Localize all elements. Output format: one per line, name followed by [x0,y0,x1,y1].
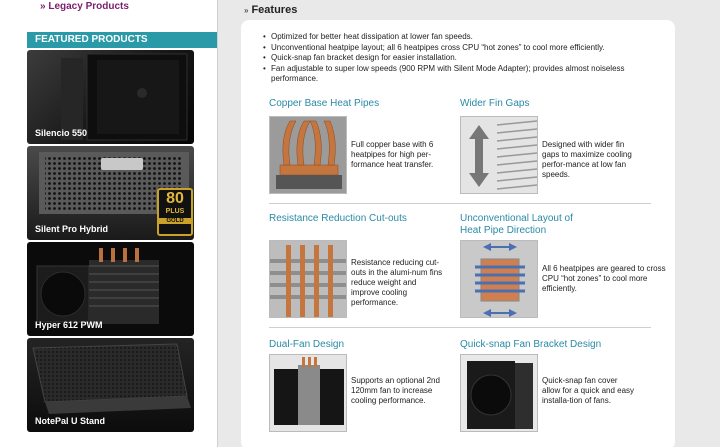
product-card-hyper-612-pwm[interactable] [27,242,194,336]
feature-desc-heat-pipe-layout: All 6 heatpipes are geared to cross CPU “hot zones” to cool more efficiently. [542,264,666,293]
bullet-item: • Optimized for better heat dissipation at lower fan speeds. [263,32,671,43]
feature-title-heat-pipe-layout: Unconventional Layout of Heat Pipe Direction [460,213,573,236]
feature-bullets [263,32,671,85]
product-name: Silent Pro Hybrid [35,224,109,234]
legacy-products-link[interactable]: » Legacy Products [40,1,129,12]
feature-desc-quick-snap: Quick-snap fan cover allow for a quick and easy installa-tion of fans. [542,376,635,405]
feature-title-quick-snap: Quick-snap Fan Bracket Design [460,339,602,350]
product-card-silencio-550[interactable] [27,50,194,144]
row-divider [269,327,651,328]
bullet-item: • Quick-snap fan bracket design for easier installation. [263,53,671,64]
feature-image-wider-fin-gaps [460,116,538,194]
product-card-notepal-u-stand[interactable] [27,338,194,432]
feature-image-resistance-cutouts [269,240,347,318]
feature-desc-resistance-cutouts: Resistance reducing cut-outs in the alumi-num fins reduce weight and improve cooling performance. [351,258,443,307]
feature-image-copper-base [269,116,347,194]
product-card-silent-pro-hybrid[interactable] [27,146,194,240]
feature-title-copper-base: Copper Base Heat Pipes [269,98,380,109]
bullet-item: • Unconventional heatpipe layout; all 6 heatpipes cross CPU “hot zones” to cool more efficiently. [263,43,671,54]
feature-image-heat-pipe-layout [460,240,538,318]
sidebar [0,0,218,447]
row-divider [269,203,651,204]
80-plus-gold-badge: 80 PLUS GOLD [157,188,193,236]
features-panel [241,20,675,447]
product-name: Hyper 612 PWM [35,320,103,330]
featured-products-header: FEATURED PRODUCTS [27,32,217,48]
main-content [230,0,720,447]
feature-title-dual-fan: Dual-Fan Design [269,339,345,350]
product-name: NotePal U Stand [35,416,106,426]
features-heading: » Features [244,4,298,16]
feature-desc-wider-fin-gaps: Designed with wider fin gaps to maximize cooling perfor-mance at low fan speeds. [542,140,632,179]
feature-desc-dual-fan: Supports an optional 2nd 120mm fan to increase cooling performance. [351,376,440,405]
feature-title-wider-fin-gaps: Wider Fin Gaps [460,98,530,109]
feature-image-quick-snap [460,354,538,432]
feature-title-resistance-cutouts: Resistance Reduction Cut-outs [269,213,407,224]
arrow-icon: » [244,6,249,15]
product-name: Silencio 550 [35,128,88,138]
feature-image-dual-fan [269,354,347,432]
feature-desc-copper-base: Full copper base with 6 heatpipes for high per-formance heat transfer. [351,140,434,169]
bullet-item: • Fan adjustable to super low speeds (900 RPM with Silent Mode Adapter); provides almost noiseless performance. [263,64,671,85]
